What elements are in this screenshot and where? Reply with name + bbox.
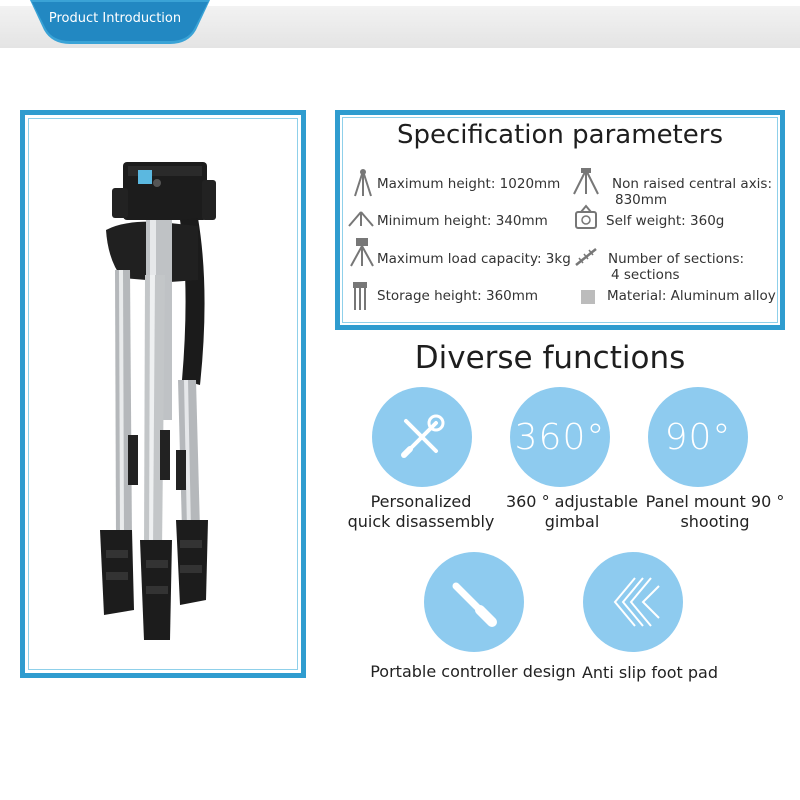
tripod-load-icon xyxy=(347,236,377,268)
spec-storage-height: Storage height: 360mm xyxy=(377,288,539,304)
gimbal-label xyxy=(497,492,647,532)
panel-mount-line1: Panel mount 90 ° xyxy=(645,492,785,511)
gimbal-360-circle xyxy=(510,387,610,487)
spec-title: Specification parameters xyxy=(396,120,723,150)
panel-90-circle xyxy=(648,387,748,487)
foot-pad-icon xyxy=(601,572,665,632)
specification-panel xyxy=(335,110,785,330)
product-photo-frame xyxy=(20,110,306,678)
tripod-spread-icon xyxy=(571,166,601,196)
gimbal-360-text: 360° xyxy=(514,416,606,458)
quick-disassembly-label xyxy=(346,492,496,532)
gimbal-line2: gimbal xyxy=(544,512,600,531)
tools-icon xyxy=(396,411,448,463)
anti-slip-label: Anti slip foot pad xyxy=(581,663,719,682)
portable-controller-label: Portable controller design xyxy=(370,662,576,681)
quick-disassembly-circle xyxy=(372,387,472,487)
spec-sections: Number of sections: xyxy=(608,251,745,267)
panel-mount-label xyxy=(640,492,790,532)
scale-icon xyxy=(573,204,599,230)
tripod-photo xyxy=(20,110,306,678)
spec-non-raised-axis-value: 830mm xyxy=(615,192,668,208)
spec-sections-value: 4 sections xyxy=(611,267,680,283)
functions-title: Diverse functions xyxy=(414,340,686,376)
handle-icon xyxy=(444,572,504,632)
tripod-low-icon xyxy=(347,208,375,228)
spec-non-raised-axis: Non raised central axis: xyxy=(612,176,773,192)
spec-self-weight: Self weight: 360g xyxy=(606,213,725,229)
spec-max-height: Maximum height: 1020mm xyxy=(377,176,561,192)
sections-icon xyxy=(573,246,599,268)
portable-controller-circle xyxy=(424,552,524,652)
material-swatch-icon xyxy=(581,290,595,304)
spec-material: Material: Aluminum alloy xyxy=(607,288,776,304)
gimbal-line1: 360 ° adjustable xyxy=(505,492,639,511)
spec-min-height: Minimum height: 340mm xyxy=(377,213,548,229)
quick-disassembly-line2: quick disassembly xyxy=(347,512,495,531)
spec-max-load: Maximum load capacity: 3kg xyxy=(377,251,571,267)
tripod-tall-icon xyxy=(351,168,375,198)
product-introduction-tab[interactable] xyxy=(30,0,210,46)
folded-tripod-icon xyxy=(349,280,371,312)
header-tab-label: Product Introduction xyxy=(48,11,182,26)
panel-mount-line2: shooting xyxy=(680,512,750,531)
panel-90-text: 90° xyxy=(664,416,732,458)
foot-pad-circle xyxy=(583,552,683,652)
quick-disassembly-line1: Personalized xyxy=(370,492,472,511)
